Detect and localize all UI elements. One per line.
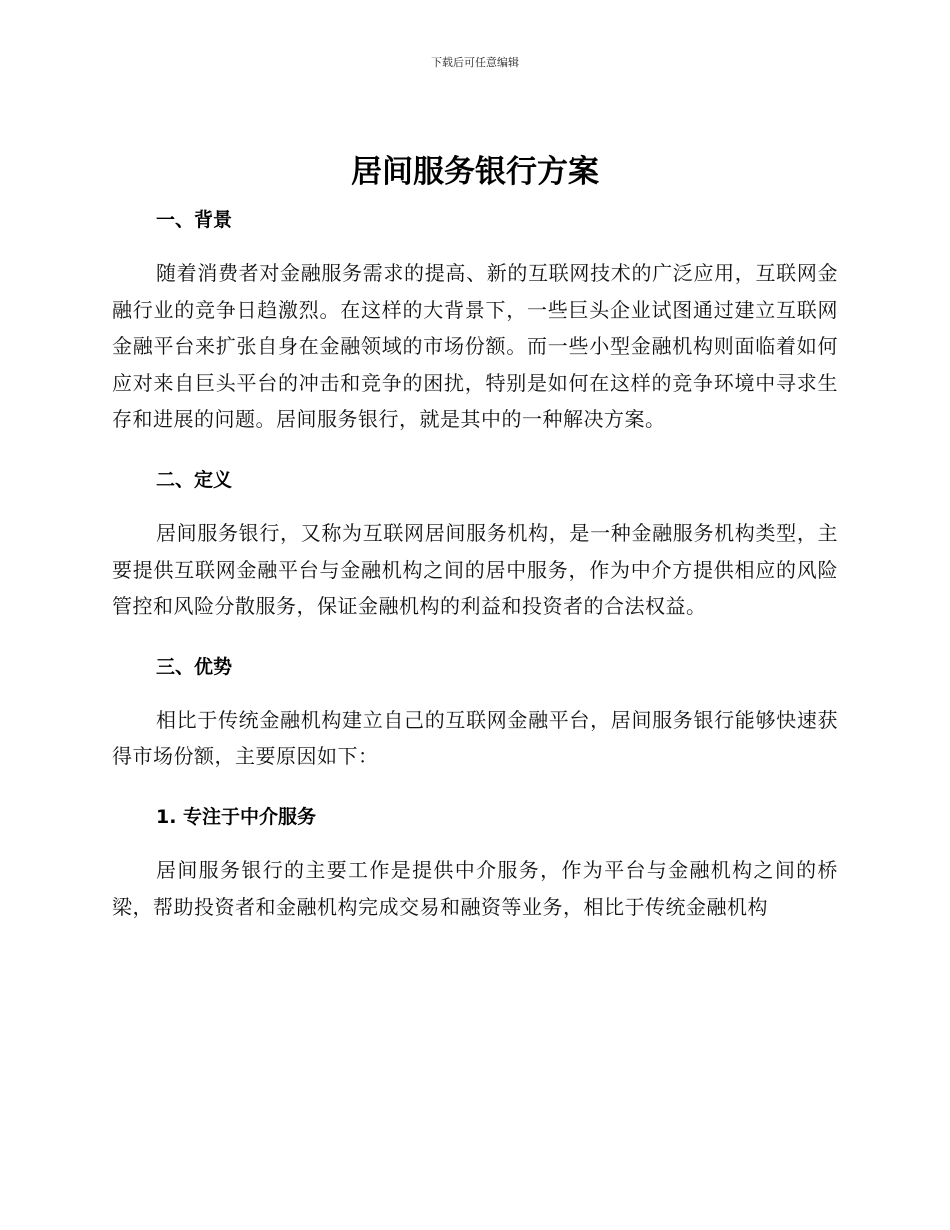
section-intermediary-service [112, 797, 838, 925]
section-advantages [112, 647, 838, 775]
header-note: 下载后可任意编辑 [431, 56, 519, 69]
section-background [112, 200, 838, 438]
document-title: 居间服务银行方案 [351, 154, 599, 190]
section-heading: 1. 专注于中介服务 [156, 805, 317, 828]
section-paragraph: 随着消费者对金融服务需求的提高、新的互联网技术的广泛应用，互联网金融行业的竞争日趋激烈。在这样的大背景下，一些巨头企业试图通过建立互联网金融平台来扩张自身在金融领域的市场份额。而一些小型金融机构则面临着如何应对来自巨头平台的冲击和竞争的困扰，特别是如何在这样的竞争环境中寻求生存和进展的问题。居间服务银行，就是其中的一种解决方案。 [112, 261, 838, 432]
document-body [112, 200, 838, 925]
section-definition [112, 460, 838, 625]
section-paragraph: 居间服务银行的主要工作是提供中介服务，作为平台与金融机构之间的桥梁，帮助投资者和金融机构完成交易和融资等业务，相比于传统金融机构 [112, 857, 838, 919]
section-heading: 一、背景 [156, 209, 233, 231]
section-paragraph: 居间服务银行，又称为互联网居间服务机构，是一种金融服务机构类型，主要提供互联网金融平台与金融机构之间的居中服务，作为中介方提供相应的风险管控和风险分散服务，保证金融机构的利益和投资者的合法权益。 [112, 520, 838, 619]
section-heading: 二、定义 [156, 468, 233, 491]
section-heading: 三、优势 [156, 655, 233, 678]
section-paragraph: 相比于传统金融机构建立自己的互联网金融平台，居间服务银行能够快速获得市场份额，主要原因如下： [112, 707, 838, 769]
